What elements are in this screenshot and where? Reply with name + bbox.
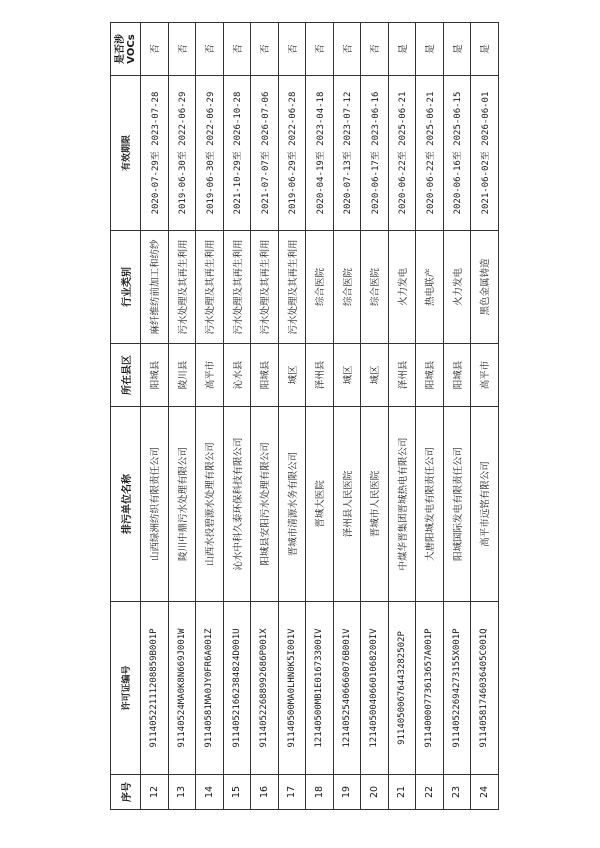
cell-county: 高平市 <box>471 344 499 407</box>
table-row <box>361 23 389 810</box>
cell-name: 泽州县人民医院 <box>333 407 361 602</box>
cell-permit: 91140500676443282502P <box>388 602 416 775</box>
cell-voc: 否 <box>141 23 169 76</box>
cell-voc: 否 <box>196 23 224 76</box>
cell-permit: 12140525406660076B001V <box>333 602 361 775</box>
cell-county: 阳城县 <box>443 344 471 407</box>
header-permit: 许可证编号 <box>111 602 141 775</box>
cell-county: 阳城县 <box>251 344 279 407</box>
cell-county: 城区 <box>278 344 306 407</box>
cell-no: 22 <box>416 775 444 810</box>
cell-county: 阳城县 <box>416 344 444 407</box>
cell-name: 晋城市清源水务有限公司 <box>278 407 306 602</box>
table-row <box>223 23 251 810</box>
cell-voc: 是 <box>416 23 444 76</box>
table-row <box>306 23 334 810</box>
cell-name: 晋城市人民医院 <box>361 407 389 602</box>
cell-industry: 综合医院 <box>306 231 334 344</box>
cell-no: 17 <box>278 775 306 810</box>
permit-table-rotated <box>110 34 492 810</box>
cell-valid: 2021-06-02至 2026-06-01 <box>471 76 499 231</box>
header-industry: 行业类别 <box>111 231 141 344</box>
table-row <box>416 23 444 810</box>
cell-name: 山西水投碧源水处理有限公司 <box>196 407 224 602</box>
cell-valid: 2019-06-30至 2022-06-29 <box>196 76 224 231</box>
table-row <box>141 23 169 810</box>
cell-name: 中煤华晋集团晋城热电有限公司 <box>388 407 416 602</box>
cell-name: 大唐阳城发电有限责任公司 <box>416 407 444 602</box>
cell-voc: 否 <box>251 23 279 76</box>
cell-no: 24 <box>471 775 499 810</box>
table-row <box>388 23 416 810</box>
cell-no: 20 <box>361 775 389 810</box>
cell-permit: 91140000773613657A001P <box>416 602 444 775</box>
cell-no: 23 <box>443 775 471 810</box>
cell-valid: 2020-04-19至 2023-04-18 <box>306 76 334 231</box>
cell-industry: 污水处理及其再生利用 <box>251 231 279 344</box>
cell-county: 陵川县 <box>168 344 196 407</box>
cell-valid: 2020-07-29至 2023-07-28 <box>141 76 169 231</box>
cell-name: 山西绿洲纺织有限责任公司 <box>141 407 169 602</box>
cell-valid: 2019-06-30至 2022-06-29 <box>168 76 196 231</box>
cell-permit: 91140521662384824D001U <box>223 602 251 775</box>
cell-no: 12 <box>141 775 169 810</box>
cell-industry: 污水处理及其再生利用 <box>278 231 306 344</box>
cell-industry: 火力发电 <box>443 231 471 344</box>
cell-name: 高平市远铭有限公司 <box>471 407 499 602</box>
cell-valid: 2021-07-07至 2026-07-06 <box>251 76 279 231</box>
cell-valid: 2020-06-22至 2025-06-21 <box>416 76 444 231</box>
cell-valid: 2019-06-29至 2022-06-28 <box>278 76 306 231</box>
cell-industry: 污水处理及其再生利用 <box>196 231 224 344</box>
cell-voc: 是 <box>443 23 471 76</box>
cell-no: 18 <box>306 775 334 810</box>
header-voc: 是否涉VOCs <box>111 23 141 76</box>
cell-industry: 火力发电 <box>388 231 416 344</box>
cell-no: 13 <box>168 775 196 810</box>
cell-voc: 是 <box>388 23 416 76</box>
cell-industry: 麻纤维纺前加工和纺纱 <box>141 231 169 344</box>
cell-name: 沁水中科久泰环保科技有限公司 <box>223 407 251 602</box>
cell-name: 晋城大医院 <box>306 407 334 602</box>
cell-valid: 2020-06-16至 2025-06-15 <box>443 76 471 231</box>
cell-voc: 否 <box>278 23 306 76</box>
cell-county: 阳城县 <box>141 344 169 407</box>
cell-permit: 91140522111208859B001P <box>141 602 169 775</box>
cell-no: 19 <box>333 775 361 810</box>
cell-permit: 91140500MA0LHN0K5I001V <box>278 602 306 775</box>
cell-no: 16 <box>251 775 279 810</box>
cell-no: 15 <box>223 775 251 810</box>
table-row <box>251 23 279 810</box>
cell-name: 陵川中鼎污水处理有限公司 <box>168 407 196 602</box>
cell-county: 泽州县 <box>388 344 416 407</box>
cell-permit: 91140581MA0JY0FR6A001Z <box>196 602 224 775</box>
cell-voc: 否 <box>361 23 389 76</box>
cell-permit: 12140500MB1E01673300IV <box>306 602 334 775</box>
header-no: 序号 <box>111 775 141 810</box>
cell-voc: 否 <box>333 23 361 76</box>
cell-valid: 2020-07-13至 2023-07-12 <box>333 76 361 231</box>
table-row <box>471 23 499 810</box>
cell-name: 阳城县安阳污水处理有限公司 <box>251 407 279 602</box>
header-name: 排污单位名称 <box>111 407 141 602</box>
cell-industry: 热电联产 <box>416 231 444 344</box>
table-row <box>333 23 361 810</box>
cell-permit: 91140522688992686P001X <box>251 602 279 775</box>
cell-name: 阳城国际发电有限责任公司 <box>443 407 471 602</box>
table-row <box>196 23 224 810</box>
cell-voc: 否 <box>223 23 251 76</box>
cell-permit: 91140524MA0K8N669J001W <box>168 602 196 775</box>
cell-county: 城区 <box>333 344 361 407</box>
cell-county: 高平市 <box>196 344 224 407</box>
permit-table <box>110 22 499 810</box>
cell-permit: 91140522694273155X001P <box>443 602 471 775</box>
cell-industry: 污水处理及其再生利用 <box>168 231 196 344</box>
header-county: 所在县区 <box>111 344 141 407</box>
table-row <box>443 23 471 810</box>
header-valid: 有效期限 <box>111 76 141 231</box>
cell-valid: 2020-06-22至 2025-06-21 <box>388 76 416 231</box>
cell-county: 城区 <box>361 344 389 407</box>
cell-county: 泽州县 <box>306 344 334 407</box>
cell-industry: 黑色金属铸造 <box>471 231 499 344</box>
cell-voc: 否 <box>306 23 334 76</box>
cell-industry: 污水处理及其再生利用 <box>223 231 251 344</box>
table-header-row <box>111 23 141 810</box>
cell-no: 21 <box>388 775 416 810</box>
cell-permit: 12140500406601068200IV <box>361 602 389 775</box>
cell-no: 14 <box>196 775 224 810</box>
cell-permit: 91140581746036405C001Q <box>471 602 499 775</box>
cell-county: 沁水县 <box>223 344 251 407</box>
cell-voc: 否 <box>168 23 196 76</box>
cell-industry: 综合医院 <box>333 231 361 344</box>
cell-valid: 2020-06-17至 2023-06-16 <box>361 76 389 231</box>
cell-industry: 综合医院 <box>361 231 389 344</box>
cell-voc: 是 <box>471 23 499 76</box>
cell-valid: 2021-10-29至 2026-10-28 <box>223 76 251 231</box>
table-row <box>278 23 306 810</box>
table-row <box>168 23 196 810</box>
